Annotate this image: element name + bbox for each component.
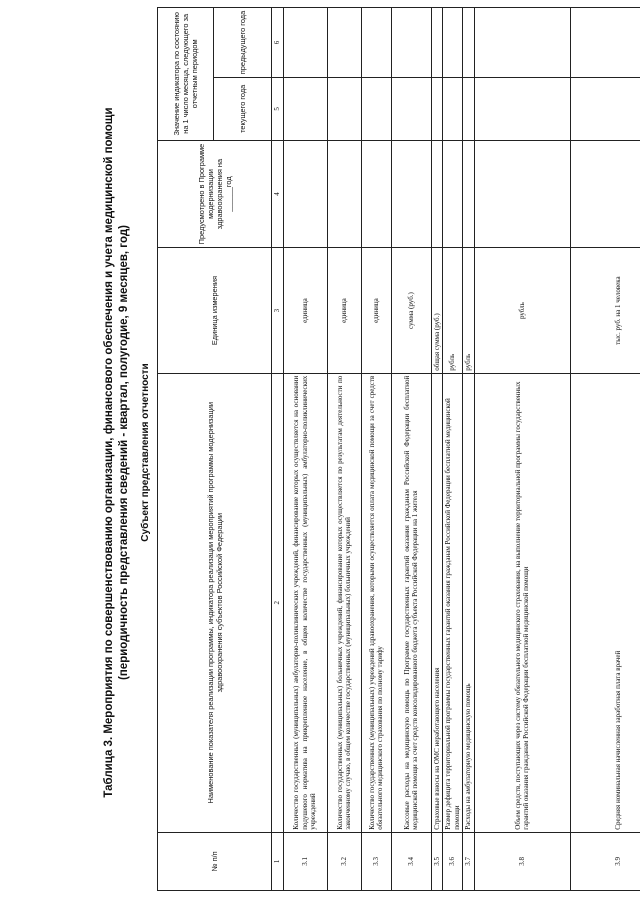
index-cell: 1 <box>272 832 284 890</box>
row-planned-cell <box>463 140 475 248</box>
row-planned-cell <box>327 140 361 248</box>
row-unit: рубль <box>443 248 463 373</box>
header-current-year: текущего года <box>214 77 272 140</box>
row-current-cell <box>431 77 443 140</box>
header-num: № п/п <box>158 832 272 890</box>
row-planned-cell <box>443 140 463 248</box>
title-line-2: (периодичность представления сведений - квартал, полугодие, 9 месяцев, год) <box>118 225 130 680</box>
row-num: 3.4 <box>391 832 431 890</box>
header-unit: Единица измерения <box>158 248 272 373</box>
table-row <box>283 8 327 891</box>
index-cell: 5 <box>272 77 284 140</box>
header-planned: Предусмотрено в Программе модернизации здравоохранения на ______год <box>158 140 272 248</box>
row-previous-cell <box>474 8 570 78</box>
row-planned-cell <box>431 140 443 248</box>
title-line-1: Таблица 3. Мероприятия по совершенствованию организации, финансового обеспечения и учета медицинской помощи <box>103 107 115 798</box>
row-current-cell <box>327 77 361 140</box>
row-unit: общая сумма (руб.) <box>431 248 443 373</box>
row-current-cell <box>474 77 570 140</box>
table-row <box>443 8 463 891</box>
row-planned-cell <box>570 140 640 248</box>
row-previous-cell <box>431 8 443 78</box>
row-name: Кассовые расходы на медицинскую помощь по Программе государственных гарантий оказания гражданам Российской Федерации бесплатной медицинской помощи за счет средств консолидированного бюджета субъекта Российской Федерации на 1 жителя <box>391 373 431 832</box>
row-current-cell <box>443 77 463 140</box>
row-planned-cell <box>283 140 327 248</box>
row-current-cell <box>570 77 640 140</box>
row-unit: рубль <box>463 248 475 373</box>
row-name: Количество государственных (муниципальных) больничных учреждений, финансирование которых осуществляется по результатам деятельности по законченному случаю, в общем количестве государственных (муниципальных) больничных учреждений <box>327 373 361 832</box>
row-unit: рубль <box>474 248 570 373</box>
row-num: 3.7 <box>463 832 475 890</box>
row-unit: сумма (руб.) <box>391 248 431 373</box>
row-num: 3.8 <box>474 832 570 890</box>
index-row <box>272 8 284 891</box>
row-num: 3.2 <box>327 832 361 890</box>
row-name: Средняя номинальная начисленная заработная плата врачей <box>570 373 640 832</box>
index-cell: 2 <box>272 373 284 832</box>
row-previous-cell <box>283 8 327 78</box>
row-current-cell <box>463 77 475 140</box>
row-unit: единица <box>361 248 391 373</box>
table-row <box>570 8 640 891</box>
row-planned-cell <box>361 140 391 248</box>
index-cell: 3 <box>272 248 284 373</box>
row-unit: единица <box>283 248 327 373</box>
row-current-cell <box>283 77 327 140</box>
indicators-table <box>157 7 640 891</box>
table-row <box>361 8 391 891</box>
header-indicator-group: Значение индикатора по состоянию на 1 число месяца, следующего за отчетным периодом <box>158 8 214 141</box>
row-num: 3.9 <box>570 832 640 890</box>
row-num: 3.5 <box>431 832 443 890</box>
table-row <box>474 8 570 891</box>
table-row <box>327 8 361 891</box>
row-name: Объем средств, поступающих через систему обязательного медицинского страхования, на выполнение территориальной программы государственных гарантий оказания гражданам Российской Федерации бесплатной медицинской помощи <box>474 373 570 832</box>
index-cell: 4 <box>272 140 284 248</box>
table-row <box>431 8 443 891</box>
row-name: Размер дефицита территориальной программы государственных гарантий оказания гражданам Российской Федерации бесплатной медицинской помощи <box>443 373 463 832</box>
row-previous-cell <box>361 8 391 78</box>
row-unit: единица <box>327 248 361 373</box>
row-previous-cell <box>570 8 640 78</box>
row-current-cell <box>361 77 391 140</box>
row-num: 3.6 <box>443 832 463 890</box>
row-name: Страховые взносы на ОМС неработающего населения <box>431 373 443 832</box>
row-num: 3.1 <box>283 832 327 890</box>
row-name: Количество государственных (муниципальных) учреждений здравоохранения, которыми осуществляется оплата медицинской помощи за счет средств обязательного медицинского страхования по полному тарифу <box>361 373 391 832</box>
row-name: Количество государственных (муниципальных) амбулаторно-поликлинических учреждений, финансирование которых осуществляется на основании подушевого норматива на прикрепленное население, в общем количестве государственных (муниципальных) амбулаторно-поликлинических учреждений <box>283 373 327 832</box>
header-name: Наименование показателя реализации программы, индикатора реализации мероприятий программы модернизации здравоохранения субъектов Российской Федерации <box>158 373 272 832</box>
row-num: 3.3 <box>361 832 391 890</box>
row-planned-cell <box>474 140 570 248</box>
row-name: Расходы на амбулаторную медицинскую помощь <box>463 373 475 832</box>
row-previous-cell <box>391 8 431 78</box>
row-previous-cell <box>327 8 361 78</box>
index-cell: 6 <box>272 8 284 78</box>
document-title <box>102 10 132 895</box>
row-current-cell <box>391 77 431 140</box>
table-row <box>391 8 431 891</box>
table-row <box>463 8 475 891</box>
row-previous-cell <box>443 8 463 78</box>
row-unit: тыс. руб. на 1 человека <box>570 248 640 373</box>
header-previous-year: предыдущего года <box>214 8 272 78</box>
row-planned-cell <box>391 140 431 248</box>
subject-label: Субъект представления отчетности <box>140 363 151 542</box>
row-previous-cell <box>463 8 475 78</box>
